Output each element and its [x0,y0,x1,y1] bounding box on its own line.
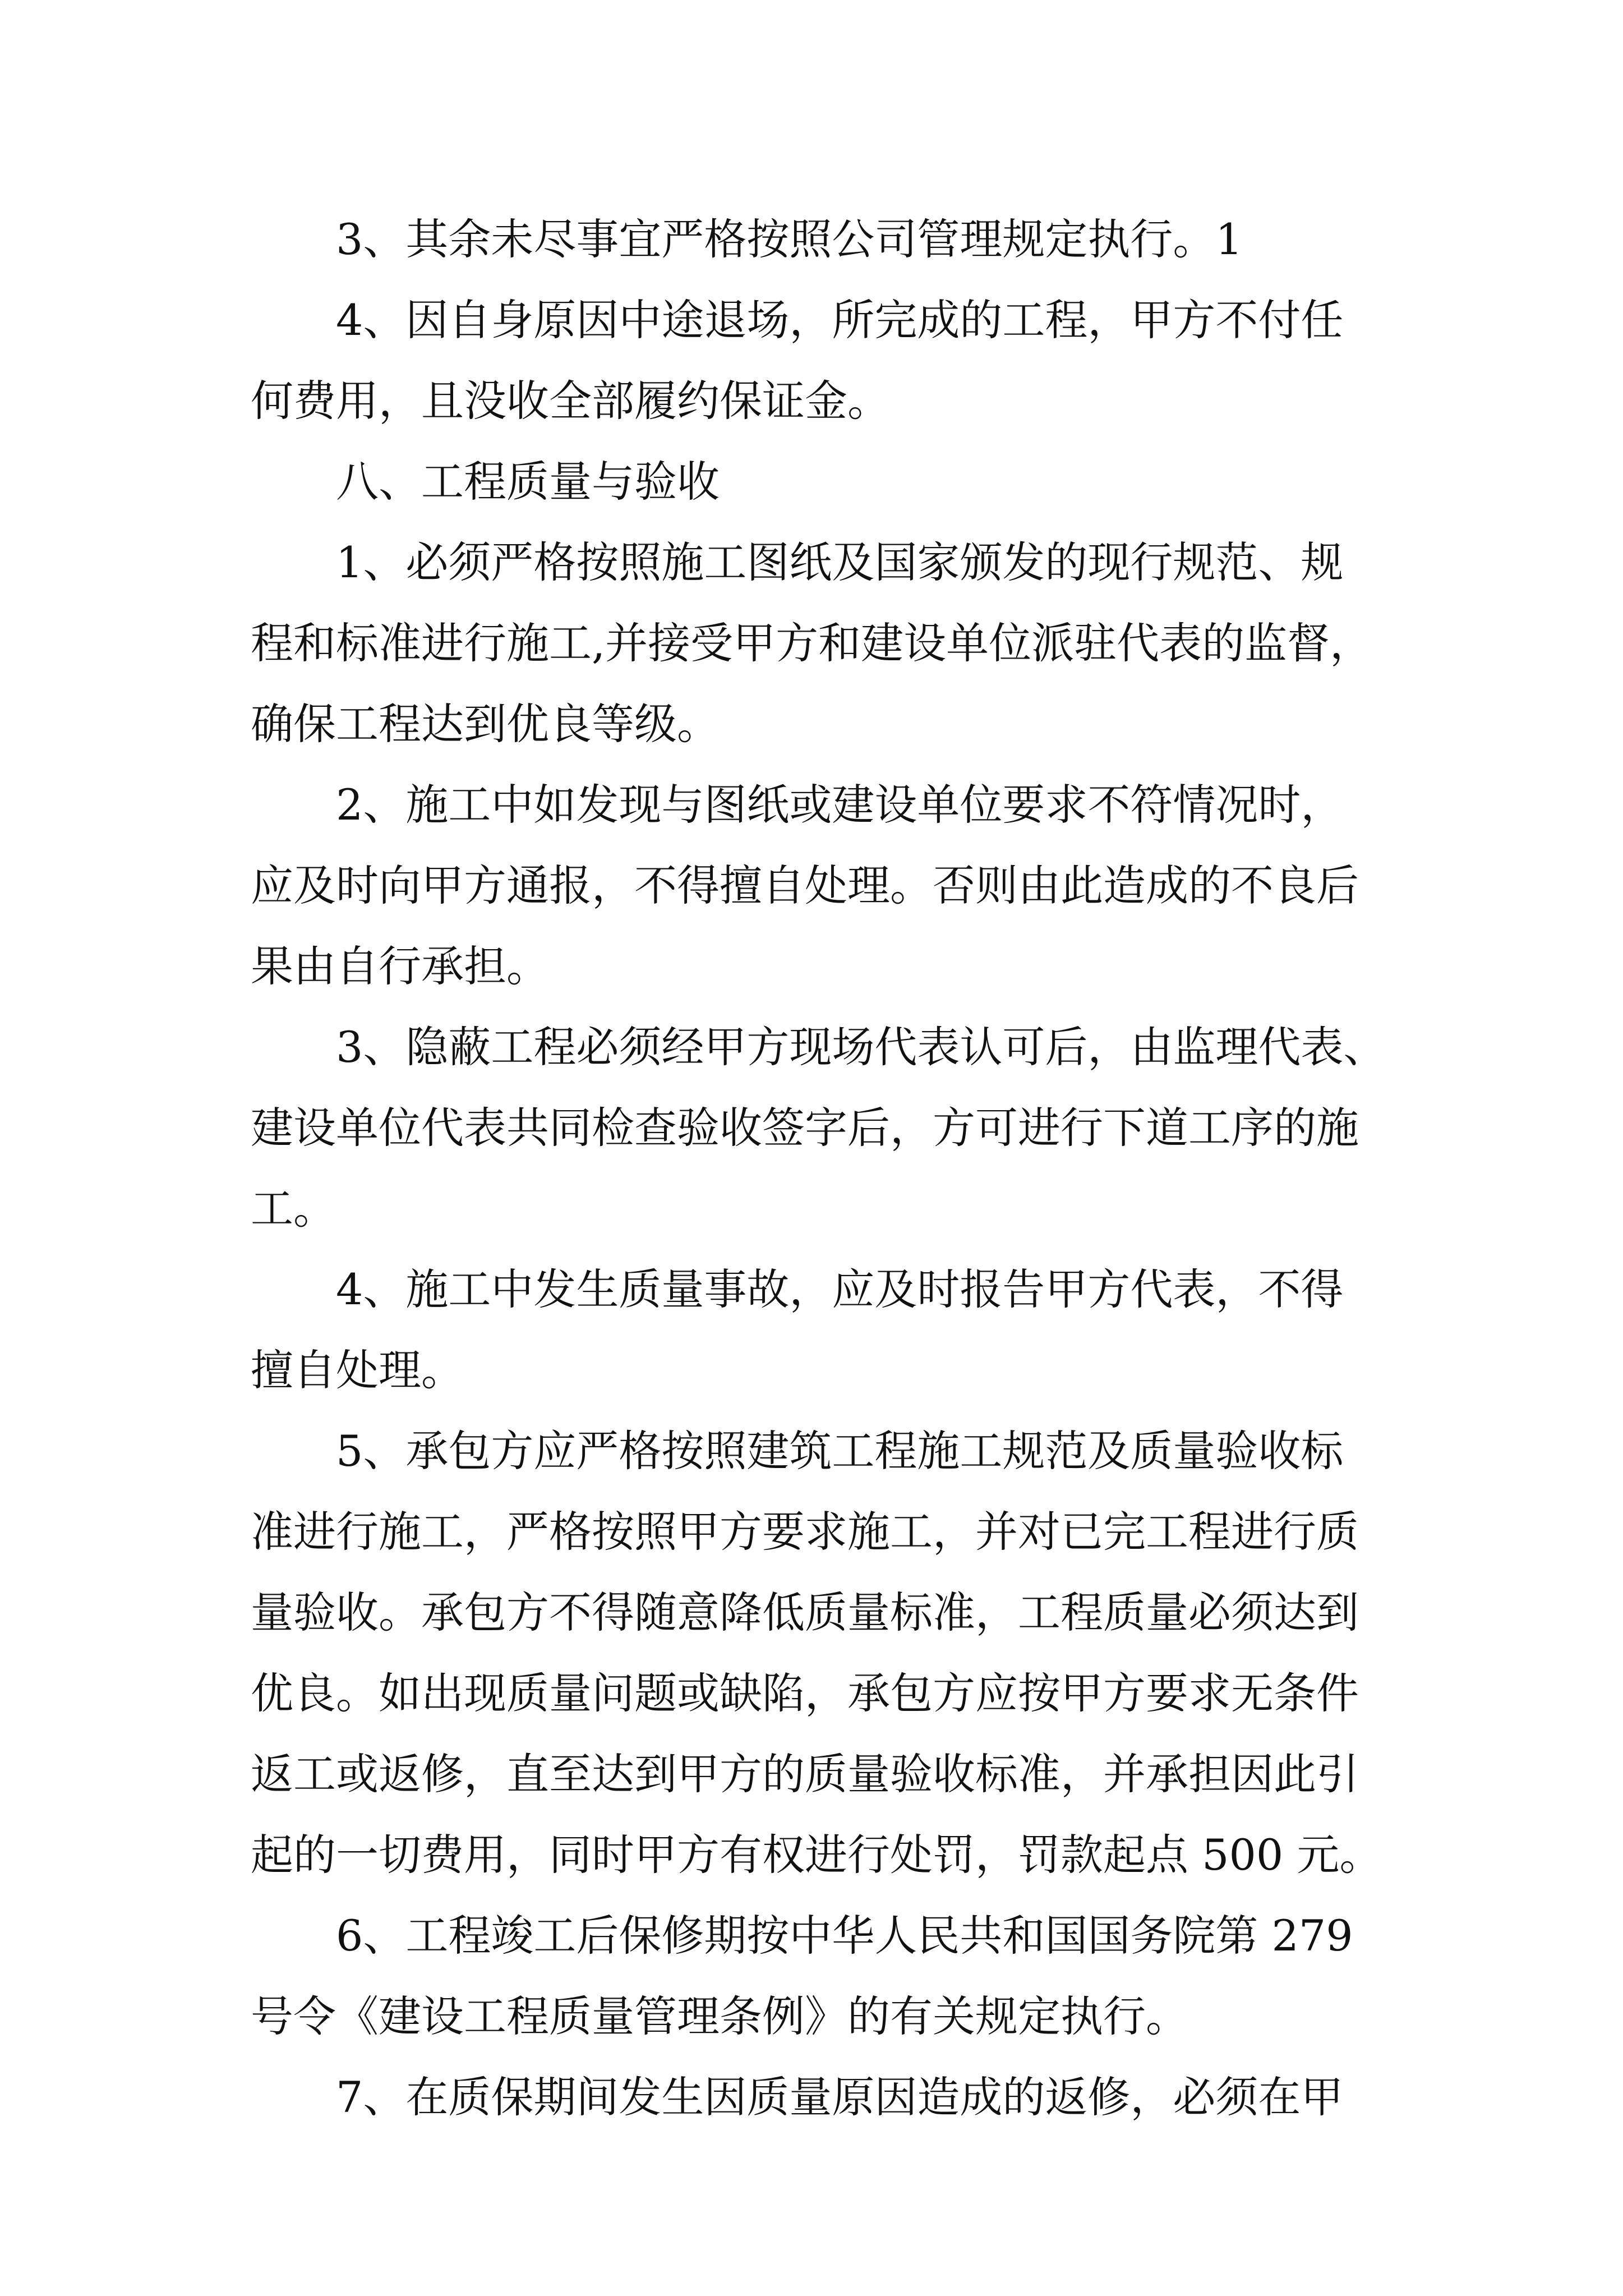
text-line: 量验收。承包方不得随意降低质量标准，工程质量必须达到 [251,1588,1359,1637]
text-line: 工。 [251,1184,336,1234]
text-line: 何费用，且没收全部履约保证金。 [251,376,890,426]
text-line: 八、工程质量与验收 [251,457,720,507]
text-line: 3、隐蔽工程必须经甲方现场代表认可后，由监理代表、 [251,1022,1386,1072]
text-line: 建设单位代表共同检查验收签字后，方可进行下道工序的施 [251,1103,1359,1153]
text-line: 6、工程竣工后保修期按中华人民共和国国务院第 279 [251,1911,1353,1961]
text-line: 确保工程达到优良等级。 [251,699,720,749]
text-line: 号令《建设工程质量管理条例》的有关规定执行。 [251,1991,1188,2041]
text-line: 2、施工中如发现与图纸或建设单位要求不符情况时， [251,780,1344,830]
text-line: 优良。如出现质量问题或缺陷，承包方应按甲方要求无条件 [251,1668,1359,1718]
document-body [251,199,1386,2138]
text-line: 4、施工中发生质量事故，应及时报告甲方代表，不得 [251,1264,1344,1314]
text-line: 起的一切费用，同时甲方有权进行处罚，罚款起点 500 元。 [251,1830,1382,1880]
text-line: 程和标准进行施工,并接受甲方和建设单位派驻代表的监督， [251,618,1373,668]
text-line: 准进行施工，严格按照甲方要求施工，并对已完工程进行质 [251,1507,1359,1557]
text-line: 5、承包方应严格按照建筑工程施工规范及质量验收标 [251,1426,1344,1476]
text-line: 3、其余未尽事宜严格按照公司管理规定执行。1 [251,214,1243,264]
text-line: 果由自行承担。 [251,941,549,991]
text-line: 擅自处理。 [251,1345,464,1395]
text-line: 应及时向甲方通报，不得擅自处理。否则由此造成的不良后 [251,861,1359,910]
text-line: 1、必须严格按照施工图纸及国家颁发的现行规范、规 [251,537,1344,587]
text-line: 7、在质保期间发生因质量原因造成的返修，必须在甲 [251,2072,1344,2122]
text-line: 4、因自身原因中途退场，所完成的工程，甲方不付任 [251,295,1344,345]
text-line: 返工或返修，直至达到甲方的质量验收标准，并承担因此引 [251,1749,1359,1799]
